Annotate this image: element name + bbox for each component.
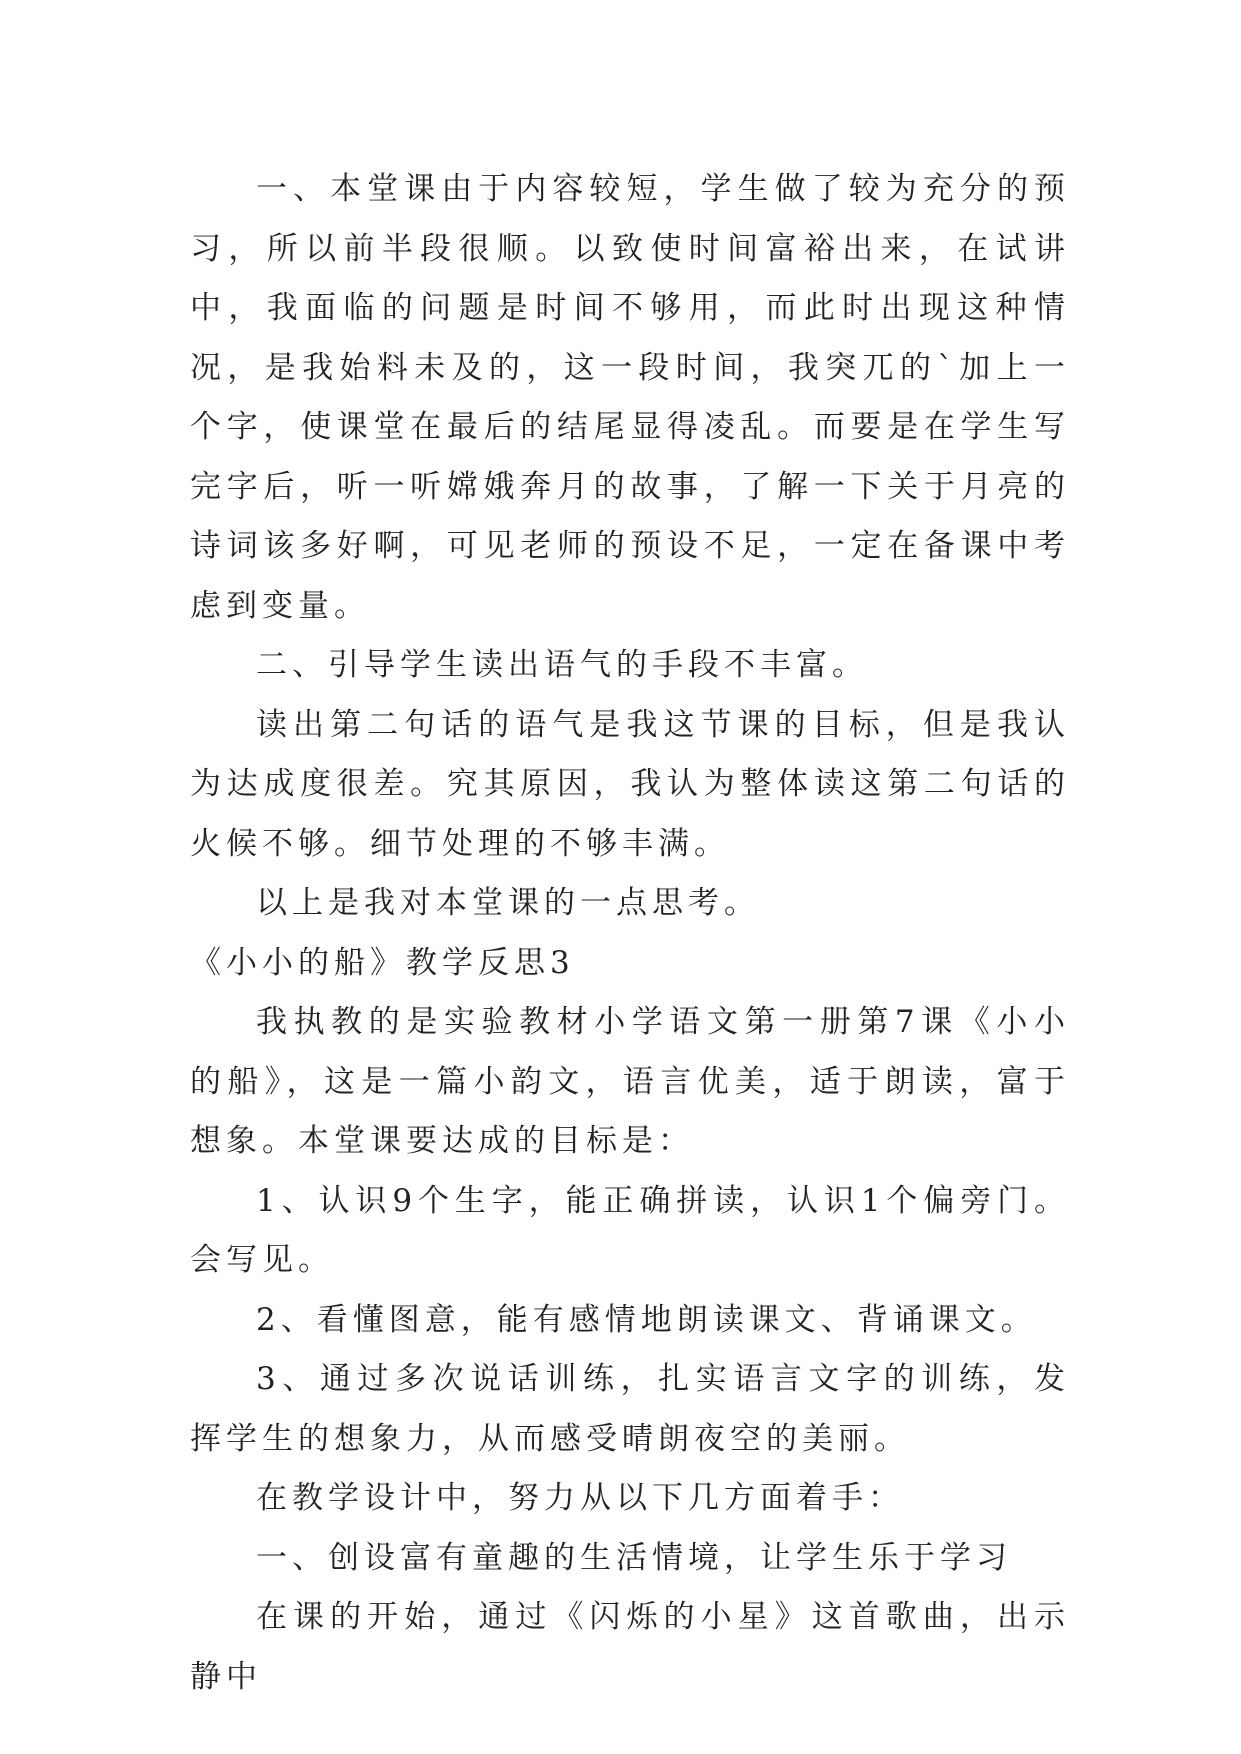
paragraph-design-point-one: 一、创设富有童趣的生活情境，让学生乐于学习	[256, 1539, 1012, 1576]
paragraph-design-intro: 在教学设计中，努力从以下几方面着手：	[256, 1480, 904, 1516]
paragraph-conclusion: 以上是我对本堂课的一点思考。	[256, 885, 760, 921]
paragraph-reflection-one: 一、本堂课由于内容较短，学生做了较为充分的预习，所以前半段很顺。以致使时间富裕出来，在试讲中，我面临的问题是时间不够用，而此时出现这种情况，是我始料未及的，这一段时间，我突兀的`加上一个字，使课堂在最后的结尾显得凌乱。而要是在学生写完字后，听一听嫦娥奔月的故事，了解一下关于月亮的诗词该多好啊，可见老师的预设不足，一定在备课中考虑到变量。	[190, 171, 1070, 624]
section-title: 《小小的船》教学反思3	[190, 944, 575, 981]
paragraph-goal-three: 3、通过多次说话训练，扎实语言文字的训练，发挥学生的想象力，从而感受晴朗夜空的美丽。	[190, 1361, 1070, 1457]
paragraph-goal-one: 1、认识9个生字，能正确拼读，认识1个偏旁门。会写见。	[190, 1182, 1070, 1278]
paragraph-design-body: 在课的开始，通过《闪烁的小星》这首歌曲，出示静中	[190, 1599, 1070, 1695]
paragraph-reflection-two-heading: 二、引导学生读出语气的手段不丰富。	[256, 647, 868, 683]
paragraph-goal-two: 2、看懂图意，能有感情地朗读课文、背诵课文。	[256, 1301, 1037, 1338]
document-body	[190, 160, 1070, 1707]
paragraph-intro: 我执教的是实验教材小学语文第一册第7课《小小的船》，这是一篇小韵文，语言优美，适于朗读，富于想象。本堂课要达成的目标是：	[190, 1004, 1070, 1159]
paragraph-reflection-two-body: 读出第二句话的语气是我这节课的目标，但是我认为达成度很差。究其原因，我认为整体读这第二句话的火候不够。细节处理的不够丰满。	[190, 706, 1070, 862]
